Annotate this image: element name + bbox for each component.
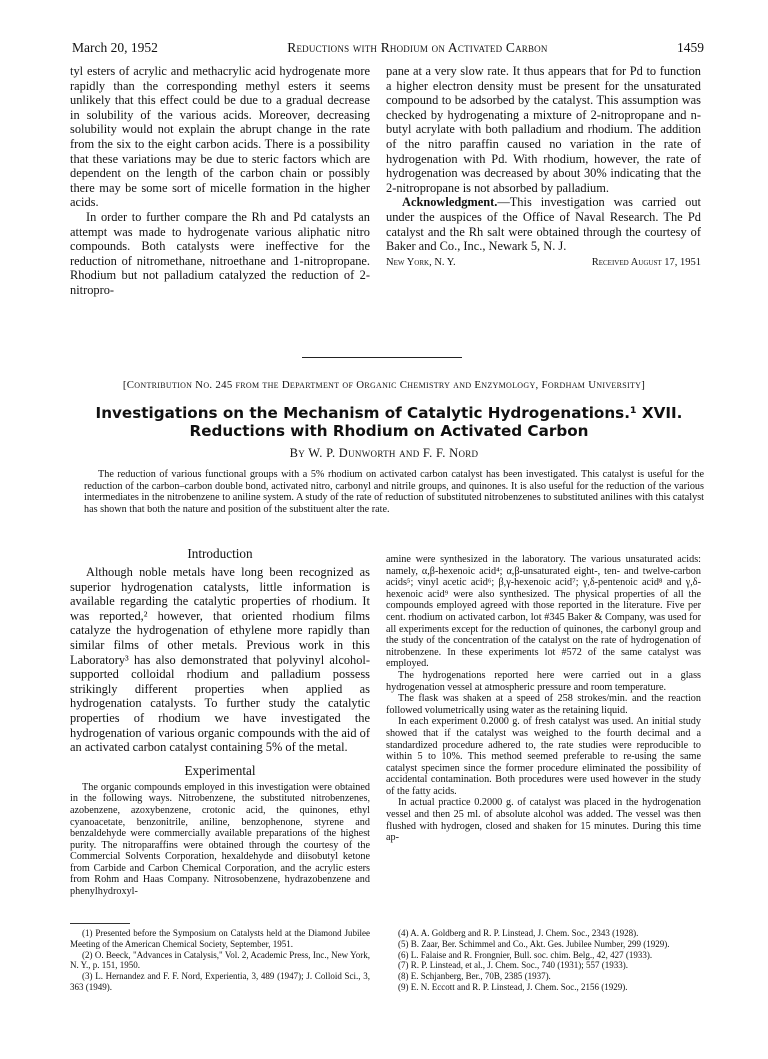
footnote: (7) R. P. Linstead, et al., J. Chem. Soc., 740 (1931); 557 (1933). <box>398 960 628 971</box>
author-line: By W. P. Dunworth and F. F. Nord <box>289 446 479 460</box>
paragraph: tyl esters of acrylic and methacrylic acid hydrogenate more rapidly than the corresponding methyl esters it seems unlikely that this effect could be due to a gradual decrease in solubility of the various acids. Moreover, decreasing solubility would not explain the abrupt change in the rate from the six to the eight carbon acids. There is a possibility that these variations may be due to steric factors which are dependent on the length of the carbon chain or possibly there may be some sort of micelle formation in the higher acids. <box>70 64 370 210</box>
signoff-row <box>386 256 701 271</box>
paragraph: pane at a very slow rate. It thus appears that for Pd to function a higher electron density must be present for the unsaturated compound to be adsorbed by the catalyst. This assumption was checked by hydrogenating a mixture of 2-nitropropane and n-butyl acrylate with both palladium and rhodium. The addition of the nitro paraffin caused no variation in the rate of hydrogenation with Pd. With rhodium, however, the rate of hydrogenation was decreased by about 30% indicating that the 2-nitropropane is not absorbed by palladium. <box>386 64 701 195</box>
footnotes-right <box>386 928 701 993</box>
experimental-body <box>70 782 370 898</box>
paragraph: The flask was shaken at a speed of 258 strokes/min. and the reaction followed volumetrically using water as the retaining liquid. <box>386 693 701 716</box>
introduction-heading: Introduction <box>187 546 253 561</box>
footnote: (9) E. N. Eccott and R. P. Linstead, J. Chem. Soc., 2156 (1929). <box>398 981 628 992</box>
footnote: (6) L. Falaise and R. Frongnier, Bull. soc. chim. Belg., 42, 427 (1933). <box>398 949 653 960</box>
footnote-divider <box>70 923 130 924</box>
top-left-column <box>70 64 370 298</box>
footnote: (2) O. Beeck, "Advances in Catalysis," Vol. 2, Academic Press, Inc., New York, N. Y., p. 151, 1950. <box>70 949 370 971</box>
paragraph: In each experiment 0.2000 g. of fresh catalyst was used. An initial study showed that if the catalyst was weighed to the fourth decimal and a standardized procedure adhered to, the rate studies were reproducible to within 5 to 10%. This method seemed preferable to re-using the same catalyst specimen since the former procedure eliminated the possibility of accidental contamination. Both procedures were used however in the study of the fatty acids. <box>386 716 701 797</box>
article-divider <box>302 357 462 358</box>
experimental-heading: Experimental <box>184 762 256 778</box>
left-lower-column <box>70 546 370 898</box>
introduction-text: Although noble metals have long been recognized as superior hydrogenation catalysts, little information is available regarding the catalytic properties of rhodium. It was reported,² however, that oriented rhodium films catalyze the hydrogenation of ethylene more rapidly than similar films of other metals. Previous work in this Laboratory³ has also demonstrated that polyvinyl alcohol-supported colloidal rhodium and palladium possess strikingly different properties when applied as hydrogenation catalysts. To further study the catalytic properties of rhodium we have investigated the hydrogenation of various organic compounds with the aid of an activated carbon catalyst containing 5% of the metal. <box>70 565 370 755</box>
running-title: Reductions with Rhodium on Activated Carbon <box>287 40 548 55</box>
paragraph: amine were synthesized in the laboratory. The various unsaturated acids: namely, α,β-hexenoic acid⁴; α,β-unsaturated eight-, ten- and twelve-carbon acids⁵; vinyl acetic acid⁶; β,γ-hexenoic acid⁷; γ,δ-pentenoic acid⁸ and γ,δ-hexenoic acid⁹ were also synthesized. The physical properties of all the compounds employed agreed with those reported in the literature. Five per cent. rhodium on activated carbon, lot #345 Baker & Company, was used for all experiments except for the reduction of quinones, the carbonyl group and the study of the concentration of the catalyst on the rate of hydrogenation of nitrobenzene. In these experiments lot #572 of the same catalyst was employed. <box>386 554 701 670</box>
experimental-text: The organic compounds employed in this investigation were obtained in the following ways. Nitrobenzene, the substituted nitrobenzenes, azobenzene, azoxybenzene, crotonic acid, the quinones, ethyl cyanoacetate, benzonitrile, aniline, benzophenone, styrene and benzaldehyde were commercially available preparations of the highest purity. The nitroparaffins were obtained through the courtesy of the Commercial Solvents Corporation, hexaldehyde and diisobutyl ketone from Carbide and Carbon Chemical Corporation, and the acrylic esters from Rohm and Haas Company. Nitrosobenzene, hydrazobenzene and phenylhydroxyl- <box>70 781 370 898</box>
acknowledgment-text: —This investigation was carried out under the auspices of the Office of Naval Research. The Pd catalyst and the Rh salt were obtained through the courtesy of Baker and Co., Inc., Newark 5, N. J. <box>386 195 701 254</box>
introduction-body <box>70 565 370 755</box>
location: New York, N. Y. <box>386 256 456 268</box>
footnote: (4) A. A. Goldberg and R. P. Linstead, J. Chem. Soc., 2343 (1928). <box>398 928 639 938</box>
article-title: Investigations on the Mechanism of Catalytic Hydrogenations.¹ XVII. Reductions with Rhodium on Activated Carbon <box>95 404 683 440</box>
contribution-line: [Contribution No. 245 from the Department of Organic Chemistry and Enzymology, Fordham University] <box>122 379 646 391</box>
right-lower-column <box>386 554 701 844</box>
footnote: (5) B. Zaar, Ber. Schimmel and Co., Akt. Ges. Jubilee Number, 299 (1929). <box>398 938 670 949</box>
paragraph: In actual practice 0.2000 g. of catalyst was placed in the hydrogenation vessel and then 25 ml. of absolute alcohol was added. The vessel was then flushed with hydrogen, closed and shaken for 15 minutes. During this time ap- <box>386 797 701 844</box>
page-number: 1459 <box>677 40 704 55</box>
top-right-column <box>386 64 701 270</box>
footnotes-left <box>70 916 370 993</box>
abstract: The reduction of various functional groups with a 5% rhodium on activated carbon catalyst has been investigated. This catalyst is useful for the reduction of the carbon–carbon double bond, activated nitro, carbonyl and nitrile groups, and quinones. It is also useful for the reduction of the various intermediates in the nitrobenzene to aniline system. A study of the rate of reduction of substituted nitrobenzenes to substituted anilines with this catalyst has shown that both the nature and position of the substituent alter the rate. <box>84 469 704 515</box>
footnote: (3) L. Hernandez and F. F. Nord, Experientia, 3, 489 (1947); J. Colloid Sci., 3, 363 (1949). <box>70 971 370 992</box>
footnote: (1) Presented before the Symposium on Catalysts held at the Diamond Jubilee Meeting of the American Chemical Society, September, 1951. <box>70 928 370 949</box>
acknowledgment <box>386 195 701 253</box>
issue-date: March 20, 1952 <box>72 40 158 55</box>
acknowledgment-label: Acknowledgment. <box>402 195 498 210</box>
footnote: (8) E. Schjanberg, Ber., 70B, 2385 (1937). <box>398 971 551 982</box>
paragraph: In order to further compare the Rh and Pd catalysts an attempt was made to hydrogenate various aliphatic nitro compounds. Both catalysts were ineffective for the reduction of nitromethane, nitroethane and 1-nitropropane. Rhodium but not palladium catalyzed the reduction of 2-nitropro- <box>70 209 370 297</box>
received-date: Received August 17, 1951 <box>591 256 701 268</box>
paragraph: The hydrogenations reported here were carried out in a glass hydrogenation vessel at atmospheric pressure and room temperature. <box>386 669 701 693</box>
running-head <box>72 40 704 56</box>
